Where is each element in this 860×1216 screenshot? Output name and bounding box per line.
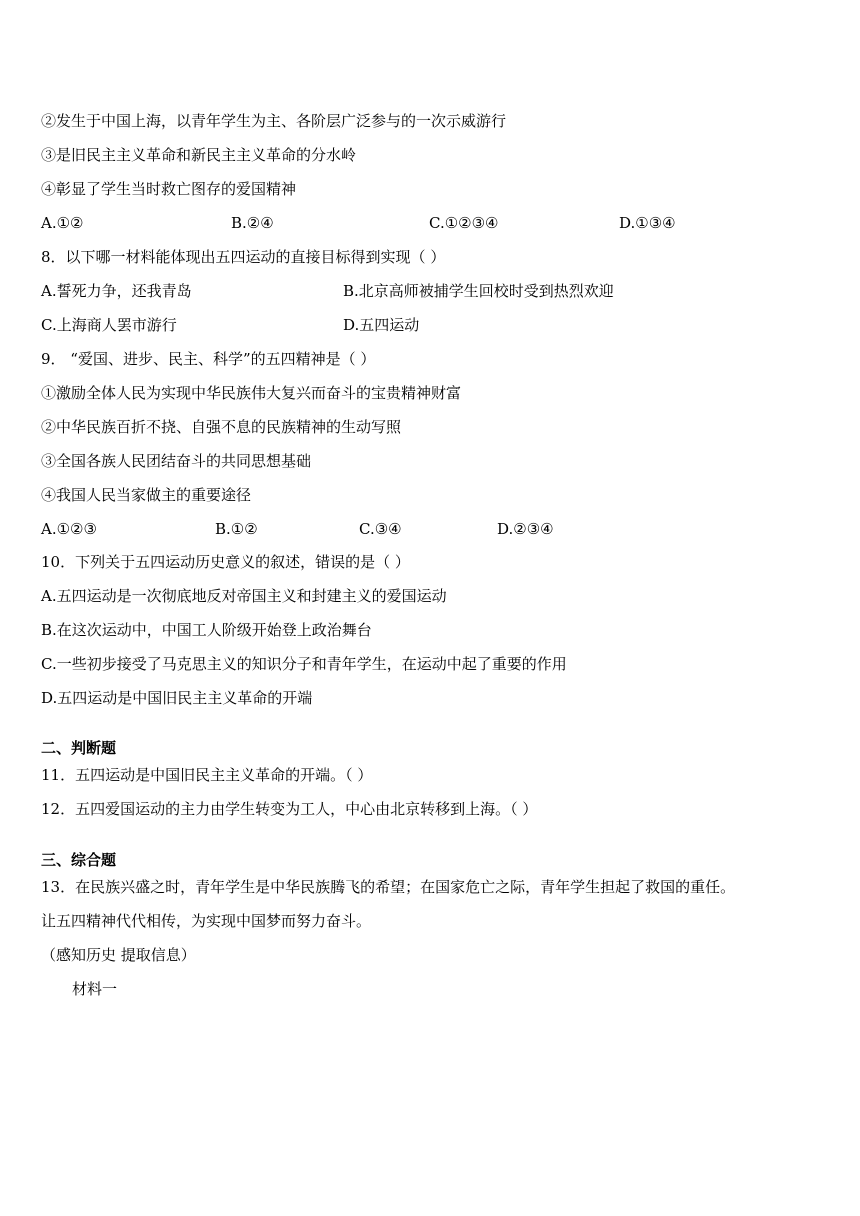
q13-line-1: 13．在民族兴盛之时，青年学生是中华民族腾飞的希望；在国家危亡之际，青年学生担起了救国的重任。 (41, 878, 736, 896)
q10-option-a: A.五四运动是一次彻底地反对帝国主义和封建主义的爱国运动 (41, 587, 447, 605)
q10-option-d: D.五四运动是中国旧民主主义革命的开端 (41, 689, 313, 707)
q10-stem: 10．下列关于五四运动历史意义的叙述，错误的是（ ） (41, 553, 410, 571)
q7-option-d: D.①③④ (619, 214, 676, 232)
q9-option-d: D.②③④ (497, 520, 554, 538)
q9-stem: 9． “爱国、进步、民主、科学”的五四精神是（ ） (41, 350, 376, 368)
q9-option-a: A.①②③ (41, 520, 97, 538)
q8-option-d: D.五四运动 (343, 316, 420, 334)
q12: 12．五四爱国运动的主力由学生转变为工人，中心由北京转移到上海。（ ） (41, 800, 538, 818)
q7-option-b: B.②④ (231, 214, 274, 232)
q9-statement-1: ①激励全体人民为实现中华民族伟大复兴而奋斗的宝贵精神财富 (41, 384, 462, 402)
q9-option-b: B.①② (215, 520, 258, 538)
q9-statement-4: ④我国人民当家做主的重要途径 (41, 486, 252, 504)
q8-stem: 8．以下哪一材料能体现出五四运动的直接目标得到实现（ ） (41, 248, 446, 266)
q7-statement-3: ③是旧民主主义革命和新民主主义革命的分水岭 (41, 146, 357, 164)
q10-option-c: C.一些初步接受了马克思主义的知识分子和青年学生，在运动中起了重要的作用 (41, 655, 567, 673)
q8-option-a: A.誓死力争，还我青岛 (41, 282, 192, 300)
q9-option-c: C.③④ (359, 520, 402, 538)
q7-statement-2: ②发生于中国上海，以青年学生为主、各阶层广泛参与的一次示威游行 (41, 112, 507, 130)
q9-statement-2: ②中华民族百折不挠、自强不息的民族精神的生动写照 (41, 418, 402, 436)
q8-option-c: C.上海商人罢市游行 (41, 316, 177, 334)
q7-option-a: A.①② (41, 214, 84, 232)
q13-subtitle: （感知历史 提取信息） (41, 946, 196, 964)
section-2-title: 二、判断题 (41, 739, 117, 757)
q7-option-c: C.①②③④ (429, 214, 499, 232)
q9-statement-3: ③全国各族人民团结奋斗的共同思想基础 (41, 452, 312, 470)
section-3-title: 三、综合题 (41, 851, 117, 869)
material-one-label: 材料一 (72, 980, 118, 998)
q7-statement-4: ④彰显了学生当时救亡图存的爱国精神 (41, 180, 297, 198)
q13-line-2: 让五四精神代代相传，为实现中国梦而努力奋斗。 (41, 912, 372, 930)
q10-option-b: B.在这次运动中，中国工人阶级开始登上政治舞台 (41, 621, 372, 639)
q11: 11．五四运动是中国旧民主主义革命的开端。（ ） (41, 766, 373, 784)
q8-option-b: B.北京高师被捕学生回校时受到热烈欢迎 (343, 282, 614, 300)
